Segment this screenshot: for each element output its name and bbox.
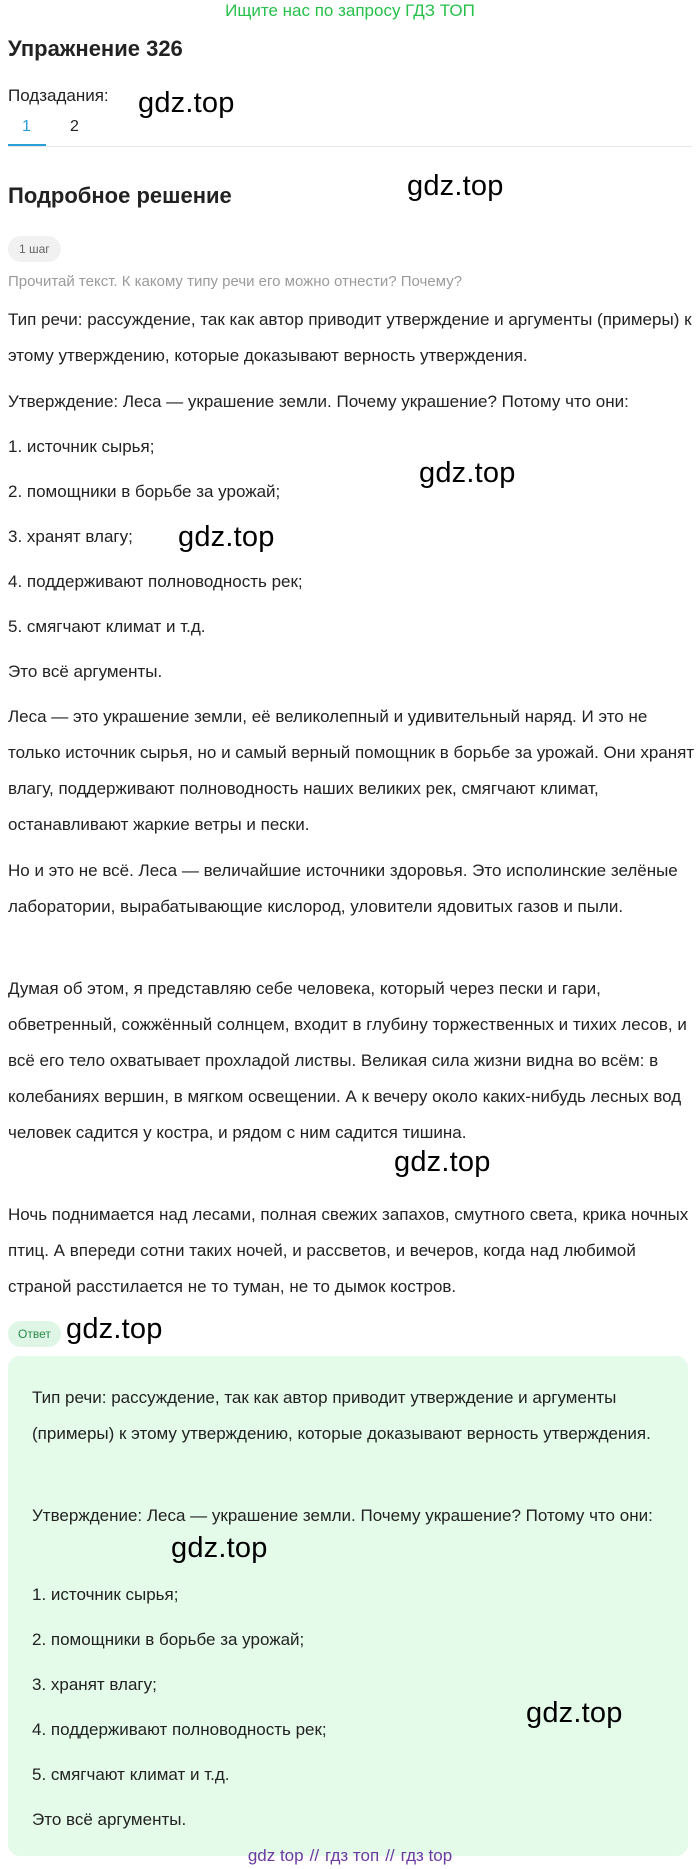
solution-paragraph: Тип речи: рассуждение, так как автор приводит утверждение и аргументы (примеры) к этому утверждению, которые доказывают верность утверждения. [8,310,692,365]
solution-title: Подробное решение [8,183,232,208]
watermark: gdz.top [66,1313,163,1345]
step-badge: 1 шаг [8,236,61,262]
answer-paragraph: Это всё аргументы. [32,1810,187,1829]
footer-separator: // [309,1846,320,1865]
solution-paragraph: Леса — это украшение земли, её великолепный и удивительный наряд. И это не только источник сырья, но и самый верный помощник в борьбе за урожай. Они хранят влагу, поддерживают полноводность наших великих рек, смягчают климат, останавливают жаркие ветры и пески. [8,707,695,834]
answer-list-item: 4. поддерживают полноводность рек; [32,1720,327,1739]
solution-list-item: 4. поддерживают полноводность рек; [8,572,303,591]
footer-link[interactable]: гдз top [400,1846,453,1865]
solution-paragraph: Ночь поднимается над лесами, полная свежих запахов, смутного света, крика ночных птиц. А впереди сотни таких ночей, и рассветов, и вечеров, когда над любимой страной расстилается не то туман, не то дымок костров. [8,1205,689,1296]
answer-paragraph: Тип речи: рассуждение, так как автор приводит утверждение и аргументы (примеры) к этому утверждению, которые доказывают верность утверждения. [32,1388,651,1443]
answer-list-item: 5. смягчают климат и т.д. [32,1765,230,1784]
watermark: gdz.top [419,457,516,489]
solution-paragraph: Это всё аргументы. [8,662,163,681]
solution-list-item: 5. смягчают климат и т.д. [8,617,206,636]
task-text: Прочитай текст. К какому типу речи его можно отнести? Почему? [8,273,463,290]
footer-links [0,1845,700,1867]
solution-paragraph: Утверждение: Леса — украшение земли. Почему украшение? Потому что они: [8,392,629,411]
answer-list-item: 3. хранят влагу; [32,1675,157,1694]
footer-separator: // [385,1846,395,1865]
watermark: gdz.top [171,1532,268,1564]
watermark: gdz.top [138,87,235,119]
footer-link[interactable]: gdz top [247,1846,304,1865]
answer-paragraph: Утверждение: Леса — украшение земли. Почему украшение? Потому что они: [32,1506,653,1525]
solution-list-item: 1. источник сырья; [8,437,155,456]
promo-banner: Ищите нас по запросу ГДЗ ТОП [225,1,475,20]
subtask-tab-2[interactable]: 2 [70,118,79,135]
watermark: gdz.top [526,1697,623,1729]
answer-list-item: 1. источник сырья; [32,1585,179,1604]
page-title: Упражнение 326 [8,36,183,61]
watermark: gdz.top [394,1146,491,1178]
subtasks-label: Подзадания: [8,86,109,105]
watermark: gdz.top [407,170,504,202]
answer-badge: Ответ [8,1321,61,1347]
solution-list-item: 3. хранят влагу; [8,527,133,546]
solution-paragraph: Думая об этом, я представляю себе человека, который через пески и гари, обветренный, сожжённый солнцем, входит в глубину торжественных и тихих лесов, и всё его тело охватывает прохладой листвы. Великая сила жизни видна во всём: в колебаниях вершин, в мягком освещении. А к вечеру около каких-нибудь лесных вод человек садится у костра, и рядом с ним садится тишина. [8,979,687,1142]
tabs-divider [8,146,692,147]
subtask-tab-1[interactable]: 1 [22,118,31,135]
watermark: gdz.top [178,521,275,553]
answer-list-item: 2. помощники в борьбе за урожай; [32,1630,305,1649]
solution-list-item: 2. помощники в борьбе за урожай; [8,482,281,501]
solution-paragraph: Но и это не всё. Леса — величайшие источники здоровья. Это исполинские зелёные лаборатории, вырабатывающие кислород, уловители ядовитых газов и пыли. [8,861,678,916]
footer-link[interactable]: гдз топ [325,1846,380,1865]
